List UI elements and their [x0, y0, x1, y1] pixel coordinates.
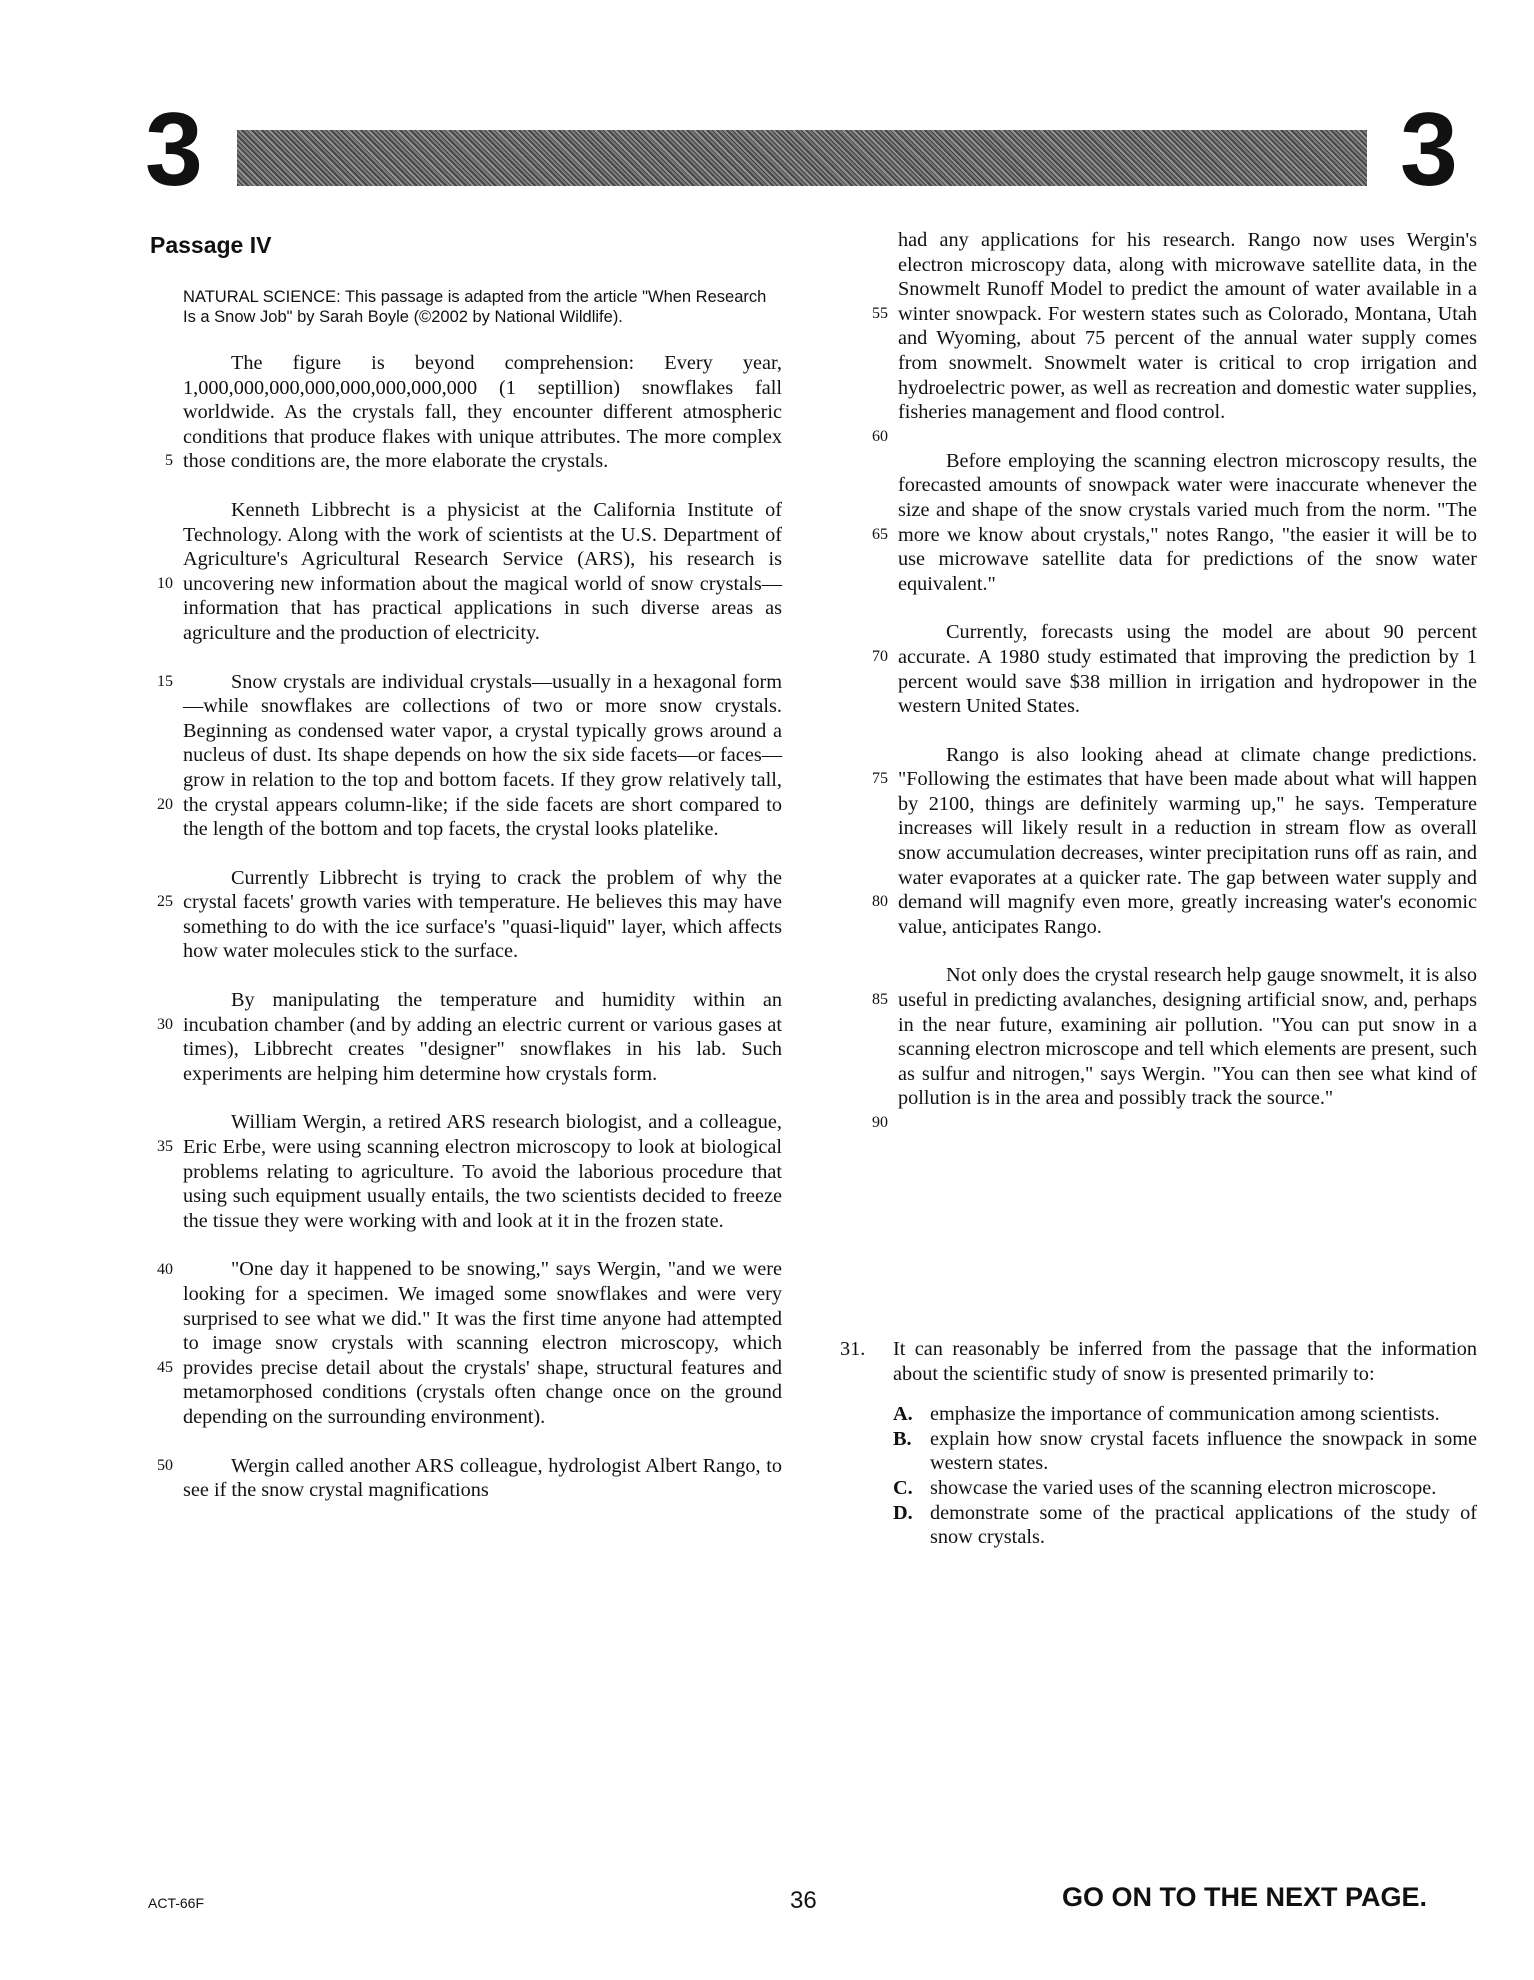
- line-number: 5: [165, 452, 173, 470]
- paragraph-text: Currently Libbrecht is trying to crack the problem of why the crystal facets' growth varies with temperature. He believes this may have something to do with the ice surface's "quasi-liquid" layer, which affects how water molecules stick to the surface.: [183, 866, 782, 963]
- paragraph: [157, 670, 782, 842]
- paragraph: [872, 620, 1477, 718]
- option-text: emphasize the importance of communication among scientists.: [930, 1403, 1440, 1426]
- line-number: 20: [157, 795, 173, 813]
- go-on-next-page: GO ON TO THE NEXT PAGE.: [1062, 1882, 1428, 1912]
- question-stem: It can reasonably be inferred from the passage that the information about the scientific study of snow is presented primarily to:: [893, 1338, 1477, 1385]
- paragraph-text: "One day it happened to be snowing," says Wergin, "and we were looking for a specimen. We imaged some snowflakes and were very surprised to see what we did." It was the first time anyone had attempted to image snow crystals with scanning electron microscopy, which provides precise detail about the crystals' shape, structural features and metamorphosed conditions (crystals often change once on the ground depending on the surrounding environment).: [183, 1258, 782, 1428]
- line-number: 65: [872, 525, 888, 543]
- line-number: 50: [157, 1456, 173, 1474]
- paragraph: [157, 1110, 782, 1279]
- page-number: 36: [790, 1887, 817, 1914]
- line-number: 40: [157, 1261, 173, 1279]
- paragraph: [157, 866, 782, 964]
- left-column: [150, 228, 782, 1527]
- line-number: 80: [872, 893, 888, 911]
- option-letter: D.: [893, 1501, 913, 1524]
- right-paragraphs: [865, 228, 1477, 1132]
- line-number: 55: [872, 304, 888, 322]
- line-number: 45: [157, 1358, 173, 1376]
- paragraph: [872, 963, 1477, 1132]
- paragraph-text: Kenneth Libbrecht is a physicist at the California Institute of Technology. Along with the work of scientists at the U.S. Department of Agriculture's Agricultural Research Service (ARS), his research is uncovering new information about the magical world of snow crystals—information that has practical applications in such diverse areas as agriculture and the production of electricity.: [183, 498, 782, 644]
- option-text: explain how snow crystal facets influence the snowpack in some western states.: [930, 1427, 1477, 1475]
- line-number: 30: [157, 1015, 173, 1033]
- line-number: 85: [872, 991, 888, 1009]
- option-text: demonstrate some of the practical applications of the study of snow crystals.: [930, 1501, 1477, 1549]
- line-number: 90: [872, 1114, 888, 1132]
- section-number-left: 3: [145, 92, 203, 208]
- line-number: 70: [872, 647, 888, 665]
- right-column: [840, 228, 1477, 1550]
- paragraph: [157, 1454, 782, 1503]
- paragraph-text: Snow crystals are individual crystals—usually in a hexagonal form—while snowflakes are collections of two or more snow crystals. Beginning as condensed water vapor, a crystal typically grows around a nucleus of dust. Its shape depends on how the six side facets—or faces—grow in relation to the top and bottom facets. If they grow relatively tall, the crystal appears column-like; if the side facets are short compared to the length of the bottom and top facets, the crystal looks platelike.: [183, 670, 782, 841]
- paragraph-text: William Wergin, a retired ARS research biologist, and a colleague, Eric Erbe, were using scanning electron microscopy to look at biological problems relating to agriculture. To avoid the laborious procedure that using such equipment usually entails, the two scientists decided to freeze the tissue they were working with and look at it in the frozen state.: [183, 1111, 782, 1232]
- answer-option[interactable]: [893, 1476, 1477, 1501]
- source-note: NATURAL SCIENCE: This passage is adapted from the article "When Research Is a Snow Job" by Sarah Boyle (©2002 by National Wildlife).: [183, 288, 767, 326]
- line-number: 15: [157, 672, 173, 690]
- paragraph: [165, 351, 782, 474]
- answer-option[interactable]: [893, 1427, 1477, 1476]
- section-header-bar: [237, 130, 1367, 186]
- answer-options: [865, 1402, 1477, 1550]
- paragraph: [157, 498, 782, 646]
- paragraph-text: Currently, forecasts using the model are about 90 percent accurate. A 1980 study estimated that improving the prediction by 1 percent would save $38 million in irrigation and hydropower in the western United States.: [898, 621, 1477, 718]
- paragraph: [872, 228, 1477, 445]
- paragraph-text: Before employing the scanning electron microscopy results, the forecasted amounts of snowpack water were inaccurate whenever the size and shape of the snow crystals varied much from the norm. "The more we know about crystals," notes Rango, "the easier it will be to use microwave satellite data for predictions of the snow water equivalent.": [898, 449, 1477, 595]
- paragraph-text: The figure is beyond comprehension: Every year, 1,000,000,000,000,000,000,000,000 (1 septillion) snowflakes fall worldwide. As the crystals fall, they encounter different atmospheric conditions that produce flakes with unique attributes. The more complex those conditions are, the more elaborate the crystals.: [183, 352, 782, 473]
- paragraph: [872, 449, 1477, 597]
- paragraph-text: had any applications for his research. Rango now uses Wergin's electron microscopy data, along with microwave satellite data, in the Snowmelt Runoff Model to predict the amount of water available in a winter snowpack. For western states such as Colorado, Montana, Utah and Wyoming, about 75 percent of the annual water supply comes from snowmelt. Snowmelt water is critical to crop irrigation and hydroelectric power, as well as recreation and domestic water supplies, fisheries management and flood control.: [898, 229, 1477, 424]
- line-number: 60: [872, 427, 888, 445]
- option-letter: C.: [893, 1476, 913, 1499]
- line-number: 10: [157, 574, 173, 592]
- paragraph: [157, 988, 782, 1086]
- paragraph: [872, 743, 1477, 940]
- option-letter: A.: [893, 1403, 913, 1426]
- line-number: 75: [872, 770, 888, 788]
- answer-option[interactable]: [893, 1402, 1477, 1427]
- paragraph-text: Wergin called another ARS colleague, hydrologist Albert Rango, to see if the snow crystal magnifications: [183, 1454, 782, 1502]
- answer-option[interactable]: [893, 1501, 1477, 1550]
- passage-label: Passage IV: [150, 232, 272, 258]
- test-code: ACT-66F: [148, 1895, 205, 1911]
- paragraph-text: Rango is also looking ahead at climate change predictions. "Following the estimates that have been made about what will happen by 2100, things are definitely warming up," he says. Temperature increases will likely result in a reduction in stream flow as overall snow accumulation decreases, winter precipitation runs off as rain, and water evaporates at a quicker rate. The gap between water supply and demand will magnify even more, greatly increasing water's economic value, anticipates Rango.: [898, 743, 1477, 938]
- question-31: [840, 1337, 1477, 1550]
- paragraph-text: By manipulating the temperature and humidity within an incubation chamber (and by adding an electric current or various gases at times), Libbrecht creates "designer" snowflakes in his lab. Such experiments are helping him determine how crystals form.: [183, 989, 782, 1085]
- question-number: 31.: [840, 1338, 866, 1360]
- left-paragraphs: [150, 351, 782, 1503]
- line-number: 25: [157, 893, 173, 911]
- section-number-right: 3: [1400, 92, 1458, 208]
- paragraph-text: Not only does the crystal research help gauge snowmelt, it is also useful in predicting avalanches, designing artificial snow, and, perhaps in the near future, examining air pollution. "You can put snow in a scanning electron microscope and tell which elements are present, such as sulfur and nitrogen," says Wergin. "You can then see what kind of pollution is in the area and possibly track the source.": [898, 964, 1477, 1110]
- option-letter: B.: [893, 1427, 912, 1450]
- line-number: 35: [157, 1138, 173, 1156]
- option-text: showcase the varied uses of the scanning electron microscope.: [930, 1476, 1437, 1499]
